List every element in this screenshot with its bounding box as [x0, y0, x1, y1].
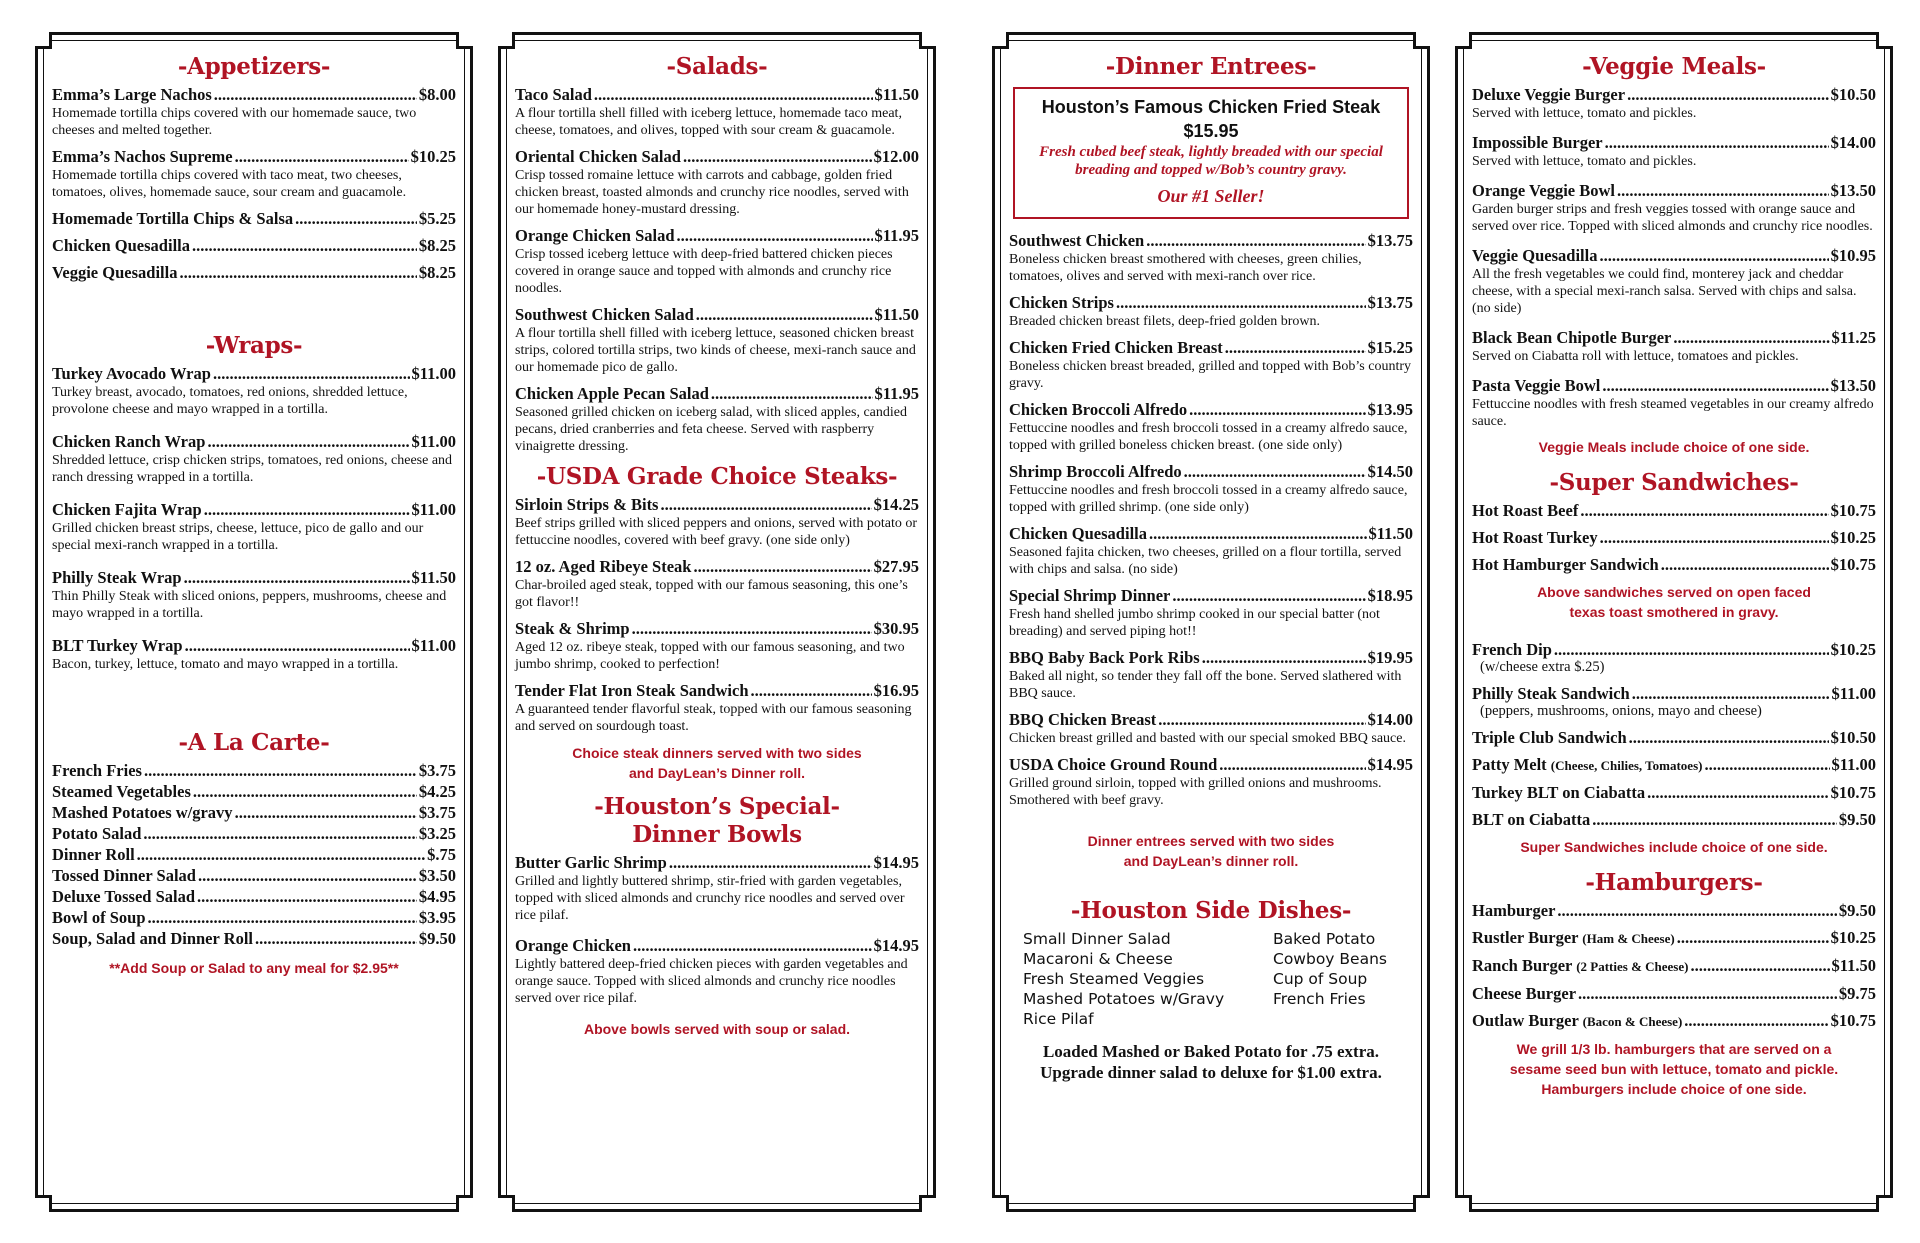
item-description: A guaranteed tender flavorful steak, topped with our famous seasoning and served on sourdough toast. [515, 702, 912, 734]
section-title-steaks: -USDA Grade Choice Steaks- [536, 463, 898, 490]
sandwich-note-line1: Above sandwiches served on open faced [1537, 584, 1811, 600]
item-price: $11.00 [411, 636, 456, 655]
item-price: $11.00 [1831, 684, 1876, 703]
section-title-bowls-line2: Dinner Bowls [632, 821, 802, 848]
item-name: Emma’s Large Nachos [52, 85, 212, 104]
item-price: $10.75 [1830, 501, 1876, 520]
item-name: Ranch Burger [1472, 956, 1573, 975]
item-description: A flour tortilla shell filled with iceberg lettuce, homemade taco meat, cheese, tomatoes, and olives, topped with sour cream & guacamole. [515, 106, 902, 138]
item-price: $10.75 [1830, 555, 1876, 574]
menu-item-cheese-burger [1472, 984, 1876, 1003]
item-description: Homemade tortilla chips covered with our homemade sauce, two cheeses and melted together. [52, 106, 417, 138]
item-description: Served on Ciabatta roll with lettuce, tomatoes and pickles. [1472, 349, 1799, 364]
item-price: $11.95 [874, 226, 919, 245]
menu-item-chicken-strips [1009, 293, 1413, 330]
side-dish-mashed-potatoes-w-gravy: Mashed Potatoes w/Gravy [1023, 990, 1225, 1008]
item-name: Hot Roast Beef [1472, 501, 1579, 520]
menu-item-pasta-veggie-bowl [1472, 376, 1876, 430]
item-description: Crisp tossed romaine lettuce with carrots and cabbage, golden fried chicken breast, toasted almonds and crunchy rice noodles, served with our homemade honey-mustard dressing. [515, 168, 909, 217]
item-description: Beef strips grilled with sliced peppers and onions, served with potato or fettuccine noodles, covered with beef gravy. (one side only) [515, 516, 918, 548]
item-name: Emma’s Nachos Supreme [52, 147, 233, 166]
menu-item-12-oz-aged-ribeye-steak [515, 557, 919, 611]
steak-note-line2: and DayLean’s Dinner roll. [628, 765, 806, 781]
item-description: Char-broiled aged steak, topped with our famous seasoning, this one’s got flavor!! [515, 578, 908, 610]
item-name: Turkey BLT on Ciabatta [1472, 783, 1646, 802]
menu-item-homemade-tortilla-chips-salsa [52, 209, 456, 228]
item-price: $13.95 [1367, 400, 1413, 419]
item-price: $19.95 [1367, 648, 1413, 667]
bowls-list [515, 853, 919, 1007]
item-price: $18.95 [1367, 586, 1413, 605]
wraps-list [52, 364, 456, 673]
menu-item-hot-roast-beef [1472, 501, 1876, 520]
item-price: $12.00 [873, 147, 919, 166]
featured-item-name: Houston’s Famous Chicken Fried Steak [1041, 97, 1381, 117]
item-price: $11.00 [411, 432, 456, 451]
item-description: Breaded chicken breast filets, deep-fried golden brown. [1009, 314, 1320, 329]
item-name: Dinner Roll [52, 845, 135, 864]
side-dish-macaroni-cheese: Macaroni & Cheese [1023, 950, 1173, 968]
item-price: $13.50 [1830, 181, 1876, 200]
menu-item-bowl-of-soup [52, 908, 456, 927]
menu-item-deluxe-veggie-burger [1472, 85, 1876, 122]
burger-note-line2: sesame seed bun with lettuce, tomato and pickle. [1509, 1061, 1839, 1077]
menu-item-french-dip [1472, 640, 1876, 676]
menu-item-veggie-quesadilla [1472, 246, 1876, 317]
item-name: Black Bean Chipotle Burger [1472, 328, 1672, 347]
menu-item-turkey-blt [1472, 783, 1876, 802]
item-name: Chicken Ranch Wrap [52, 432, 206, 451]
item-price: $9.50 [1838, 810, 1876, 829]
item-price: $11.00 [411, 364, 456, 383]
item-name: French Dip [1472, 640, 1552, 659]
item-description: Boneless chicken breast smothered with cheeses, green chilies, tomatoes, olives and served with mexi-ranch over rice. [1009, 252, 1362, 284]
side-dishes-left-column [1023, 929, 1273, 1029]
menu-item-hamburger [1472, 901, 1876, 920]
item-name: Outlaw Burger [1472, 1011, 1579, 1030]
salads-list [515, 85, 919, 455]
menu-item-hot-roast-turkey [1472, 528, 1876, 547]
menu-item-emma-s-nachos-supreme [52, 147, 456, 201]
menu-item-taco-salad [515, 85, 919, 139]
item-price: $10.25 [1830, 928, 1876, 947]
item-description: Seasoned grilled chicken on iceberg salad, with sliced apples, candied pecans, dried cranberries and feta cheese. Served with raspberry vinaigrette dressing. [515, 405, 907, 454]
menu-item-chicken-quesadilla [1009, 524, 1413, 578]
item-price: $5.25 [418, 209, 456, 228]
featured-item-price: $15.95 [1183, 121, 1239, 141]
item-price: $14.95 [1367, 755, 1413, 774]
menu-item-ranch-burger [1472, 956, 1876, 976]
appetizers-list [52, 85, 456, 282]
side-dishes-right-column [1273, 929, 1387, 1029]
sandwich-note-line2: texas toast smothered in gravy. [1569, 604, 1779, 620]
item-description: Fresh hand shelled jumbo shrimp cooked in our special batter (not breading) and served piping hot!! [1009, 607, 1380, 639]
item-price: $27.95 [873, 557, 919, 576]
veggie-meals-list [1472, 85, 1876, 430]
menu-item-shrimp-broccoli-alfredo [1009, 462, 1413, 516]
item-description: Thin Philly Steak with sliced onions, peppers, mushrooms, cheese and mayo wrapped in a tortilla. [52, 589, 447, 621]
item-price: $16.95 [873, 681, 919, 700]
menu-item-triple-club [1472, 728, 1876, 747]
menu-item-orange-veggie-bowl [1472, 181, 1876, 235]
menu-item-french-fries [52, 761, 456, 780]
featured-item-box [1013, 87, 1409, 219]
item-name: Potato Salad [52, 824, 142, 843]
side-extra-deluxe-salad: Upgrade dinner salad to deluxe for $1.00 extra. [1040, 1063, 1382, 1082]
item-name: Chicken Fried Chicken Breast [1009, 338, 1223, 357]
item-price: $4.95 [418, 887, 456, 906]
item-name: Southwest Chicken [1009, 231, 1145, 250]
item-price: $11.50 [411, 568, 456, 587]
item-price: $10.25 [1830, 528, 1876, 547]
item-description: Baked all night, so tender they fall off the bone. Served slathered with BBQ sauce. [1009, 669, 1402, 701]
item-name: Deluxe Tossed Salad [52, 887, 196, 906]
section-title-wraps: -Wraps- [205, 332, 303, 359]
menu-item-bbq-chicken-breast [1009, 710, 1413, 747]
burger-note-line1: We grill 1/3 lb. hamburgers that are served on a [1516, 1041, 1832, 1057]
item-extra: (2 Patties & Cheese) [1576, 959, 1689, 974]
item-name: Chicken Broccoli Alfredo [1009, 400, 1188, 419]
item-name: Veggie Quesadilla [1472, 246, 1598, 265]
item-description: Fettuccine noodles and fresh broccoli tossed in a creamy alfredo sauce, topped with grilled boneless chicken breast. (one side only) [1009, 421, 1408, 453]
menu-item-southwest-chicken-salad [515, 305, 919, 376]
side-dish-cowboy-beans: Cowboy Beans [1273, 950, 1387, 968]
side-dish-french-fries: French Fries [1273, 990, 1366, 1008]
item-price: $8.00 [418, 85, 456, 104]
section-title-dinner-entrees: -Dinner Entrees- [1105, 53, 1317, 80]
menu-item-soup-salad-and-dinner-roll [52, 929, 456, 948]
menu-panel-4 [1455, 32, 1893, 1212]
menu-item-chicken-apple-pecan-salad [515, 384, 919, 455]
menu-item-butter-garlic-shrimp [515, 853, 919, 924]
item-name: Impossible Burger [1472, 133, 1603, 152]
item-price: $11.25 [1831, 328, 1876, 347]
item-name: Chicken Strips [1009, 293, 1114, 312]
item-name: French Fries [52, 761, 142, 780]
item-name: Shrimp Broccoli Alfredo [1009, 462, 1182, 481]
item-name: Orange Chicken Salad [515, 226, 675, 245]
item-description: Shredded lettuce, crisp chicken strips, tomatoes, red onions, cheese and ranch dressing wrapped in a tortilla. [52, 453, 453, 485]
side-dish-cup-of-soup: Cup of Soup [1273, 970, 1368, 988]
featured-item-tagline: Our #1 Seller! [1157, 186, 1265, 206]
item-price: $9.50 [1838, 901, 1876, 920]
item-description: Aged 12 oz. ribeye steak, topped with our famous seasoning, and two jumbo shrimp, cooked to perfection! [515, 640, 905, 672]
menu-item-special-shrimp-dinner [1009, 586, 1413, 640]
menu-panel-3 [992, 32, 1430, 1212]
item-name: Cheese Burger [1472, 984, 1577, 1003]
item-description: Crisp tossed iceberg lettuce with deep-fried battered chicken pieces covered in orange sauce and topped with almonds and crunchy rice noodles. [515, 247, 893, 296]
menu-item-veggie-quesadilla [52, 263, 456, 282]
menu-item-usda-choice-ground-round [1009, 755, 1413, 809]
entrees-list [1009, 231, 1413, 809]
item-name: Chicken Quesadilla [52, 236, 190, 255]
item-price: $10.95 [1830, 246, 1876, 265]
item-price: $11.50 [1831, 956, 1876, 975]
item-name: Orange Chicken [515, 936, 631, 955]
menu-item-emma-s-large-nachos [52, 85, 456, 139]
menu-item-bbq-baby-back-pork-ribs [1009, 648, 1413, 702]
bowls-note: Above bowls served with soup or salad. [583, 1021, 851, 1037]
menu-item-black-bean-chipotle-burger [1472, 328, 1876, 365]
menu-item-orange-chicken [515, 936, 919, 1007]
menu-item-chicken-quesadilla [52, 236, 456, 255]
menu-panel-2 [498, 32, 936, 1212]
menu-item-tossed-dinner-salad [52, 866, 456, 885]
menu-item-impossible-burger [1472, 133, 1876, 170]
item-name: Steamed Vegetables [52, 782, 191, 801]
side-dish-fresh-steamed-veggies: Fresh Steamed Veggies [1023, 970, 1205, 988]
item-price: $14.95 [873, 936, 919, 955]
item-price: $14.00 [1830, 133, 1876, 152]
item-price: $13.50 [1830, 376, 1876, 395]
item-price: $8.25 [418, 263, 456, 282]
item-name: BBQ Chicken Breast [1009, 710, 1157, 729]
item-description: All the fresh vegetables we could find, monterey jack and cheddar cheese, with a special mexi-ranch salsa. Served with chips and salsa. (no side) [1472, 267, 1857, 316]
item-price: $14.00 [1367, 710, 1413, 729]
item-name: Rustler Burger [1472, 928, 1579, 947]
menu-item-steak-shrimp [515, 619, 919, 673]
item-price: $13.75 [1367, 231, 1413, 250]
item-name: Chicken Quesadilla [1009, 524, 1147, 543]
item-price: $9.75 [1838, 984, 1876, 1003]
item-description: Turkey breast, avocado, tomatoes, red onions, shredded lettuce, provolone cheese and mayo wrapped in a tortilla. [52, 385, 408, 417]
item-name: Butter Garlic Shrimp [515, 853, 667, 872]
item-description: Served with lettuce, tomato and pickles. [1472, 106, 1697, 121]
item-description: Homemade tortilla chips covered with taco meat, two cheeses, tomatoes, olives, homemade sauce, sour cream and guacamole. [52, 168, 407, 200]
item-sub-note: (w/cheese extra $.25) [1480, 659, 1605, 675]
menu-item-chicken-ranch-wrap [52, 432, 456, 486]
item-price: $11.95 [874, 384, 919, 403]
menu-item-philly-steak-sandwich [1472, 684, 1876, 720]
item-price: $10.50 [1830, 85, 1876, 104]
item-price: $15.25 [1367, 338, 1413, 357]
item-name: Special Shrimp Dinner [1009, 586, 1171, 605]
menu-item-oriental-chicken-salad [515, 147, 919, 218]
item-extra: (Bacon & Cheese) [1582, 1014, 1683, 1029]
entree-note-line1: Dinner entrees served with two sides [1087, 833, 1335, 849]
menu-item-philly-steak-wrap [52, 568, 456, 622]
item-price: $3.95 [418, 908, 456, 927]
item-description: Grilled chicken breast strips, cheese, lettuce, pico de gallo and our special mexi-ranch wrapped in a tortilla. [52, 521, 424, 553]
menu-item-chicken-fajita-wrap [52, 500, 456, 554]
menu-item-steamed-vegetables [52, 782, 456, 801]
item-price: $11.00 [411, 500, 456, 519]
item-name: Veggie Quesadilla [52, 263, 178, 282]
menu-item-deluxe-tossed-salad [52, 887, 456, 906]
item-description: Served with lettuce, tomato and pickles. [1472, 154, 1697, 169]
section-title-veggie-meals: -Veggie Meals- [1582, 53, 1766, 80]
item-name: Southwest Chicken Salad [515, 305, 694, 324]
item-name: BLT Turkey Wrap [52, 636, 183, 655]
veggie-note: Veggie Meals include choice of one side. [1538, 439, 1810, 455]
menu-panel-1 [35, 32, 473, 1212]
item-price: $3.75 [418, 761, 456, 780]
item-extra: (Cheese, Chilies, Tomatoes) [1550, 758, 1703, 773]
item-name: Chicken Fajita Wrap [52, 500, 202, 519]
item-name: Turkey Avocado Wrap [52, 364, 211, 383]
item-name: Hot Roast Turkey [1472, 528, 1598, 547]
item-name: Triple Club Sandwich [1472, 728, 1627, 747]
steaks-list [515, 495, 919, 735]
a-la-carte-list [52, 761, 456, 948]
menu-item-turkey-avocado-wrap [52, 364, 456, 418]
item-name: USDA Choice Ground Round [1009, 755, 1218, 774]
steak-note-line1: Choice steak dinners served with two sides [572, 745, 862, 761]
item-name: Soup, Salad and Dinner Roll [52, 929, 253, 948]
menu-item-blt [1472, 810, 1876, 829]
item-name: BLT on Ciabatta [1472, 810, 1591, 829]
side-dish-baked-potato: Baked Potato [1273, 930, 1376, 948]
menu-item-blt-turkey-wrap [52, 636, 456, 673]
item-price: $3.50 [418, 866, 456, 885]
item-price: $14.25 [873, 495, 919, 514]
item-description: Seasoned fajita chicken, two cheeses, grilled on a flour tortilla, served with chips and salsa. (no side) [1009, 545, 1402, 577]
item-price: $10.25 [410, 147, 456, 166]
item-name: BBQ Baby Back Pork Ribs [1009, 648, 1200, 667]
open-faced-sandwiches-list [1472, 501, 1876, 574]
item-description: Boneless chicken breast breaded, grilled and topped with Bob’s country gravy. [1009, 359, 1412, 391]
item-price: $.75 [427, 845, 456, 864]
item-price: $10.50 [1830, 728, 1876, 747]
item-description: Bacon, turkey, lettuce, tomato and mayo wrapped in a tortilla. [52, 657, 399, 672]
side-extra-loaded-potato: Loaded Mashed or Baked Potato for .75 extra. [1042, 1042, 1380, 1061]
section-title-hamburgers: -Hamburgers- [1585, 869, 1763, 896]
menu-item-outlaw-burger [1472, 1011, 1876, 1031]
item-price: $8.25 [418, 236, 456, 255]
section-title-super-sandwiches: -Super Sandwiches- [1549, 469, 1799, 496]
item-price: $10.75 [1830, 1011, 1876, 1030]
item-name: Taco Salad [515, 85, 592, 104]
item-price: $3.75 [418, 803, 456, 822]
side-dishes-list [1009, 929, 1413, 1029]
item-price: $9.50 [418, 929, 456, 948]
menu-item-sirloin-strips-bits [515, 495, 919, 549]
side-dish-rice-pilaf: Rice Pilaf [1023, 1010, 1094, 1028]
item-name: Steak & Shrimp [515, 619, 630, 638]
item-description: Chicken breast grilled and basted with our special smoked BBQ sauce. [1009, 731, 1406, 746]
item-name: Tossed Dinner Salad [52, 866, 196, 885]
item-description: Garden burger strips and fresh veggies tossed with orange sauce and served over rice. Topped with sliced almonds and crunchy rice noodles. [1472, 202, 1873, 234]
super-sandwich-note: Super Sandwiches include choice of one side. [1520, 839, 1828, 855]
item-price: $11.00 [1831, 755, 1876, 774]
item-price: $30.95 [873, 619, 919, 638]
item-price: $14.50 [1367, 462, 1413, 481]
item-description: Lightly battered deep-fried chicken pieces with garden vegetables and orange sauce. Topped with sliced almonds and crunchy rice noodles served over rice pilaf. [515, 957, 908, 1006]
menu-item-hot-hamburger-sandwich [1472, 555, 1876, 574]
item-name: Pasta Veggie Bowl [1472, 376, 1601, 395]
item-name: Oriental Chicken Salad [515, 147, 681, 166]
item-name: Deluxe Veggie Burger [1472, 85, 1626, 104]
menu-item-potato-salad [52, 824, 456, 843]
item-price: $11.50 [874, 85, 919, 104]
menu-item-orange-chicken-salad [515, 226, 919, 297]
item-description: Fettuccine noodles and fresh broccoli tossed in a creamy alfredo sauce, topped with grilled shrimp. (one side only) [1009, 483, 1408, 515]
menu-item-mashed-potatoes-w-gravy [52, 803, 456, 822]
item-name: Hot Hamburger Sandwich [1472, 555, 1659, 574]
side-dish-small-dinner-salad: Small Dinner Salad [1023, 930, 1171, 948]
entree-note-line2: and DayLean’s dinner roll. [1123, 853, 1299, 869]
item-name: 12 oz. Aged Ribeye Steak [515, 557, 692, 576]
item-name: Philly Steak Sandwich [1472, 684, 1630, 703]
item-name: Homemade Tortilla Chips & Salsa [52, 209, 294, 228]
section-title-bowls-line1: -Houston’s Special- [594, 793, 840, 820]
item-description: A flour tortilla shell filled with iceberg lettuce, seasoned chicken breast strips, colored tortilla strips, two kinds of cheese, mexi-ranch sauce and our homemade pico de gallo. [515, 326, 916, 375]
menu-item-chicken-broccoli-alfredo [1009, 400, 1413, 454]
item-name: Chicken Apple Pecan Salad [515, 384, 709, 403]
item-price: $13.75 [1367, 293, 1413, 312]
item-price: $14.95 [873, 853, 919, 872]
item-price: $10.75 [1830, 783, 1876, 802]
item-name: Orange Veggie Bowl [1472, 181, 1615, 200]
item-description: Fettuccine noodles with fresh steamed vegetables in our creamy alfredo sauce. [1472, 397, 1874, 429]
menu-item-tender-flat-iron-steak-sandwich [515, 681, 919, 735]
item-description: Grilled ground sirloin, topped with grilled onions and mushrooms. Smothered with beef gravy. [1009, 776, 1382, 808]
menu-item-dinner-roll [52, 845, 456, 864]
section-title-salads: -Salads- [666, 53, 768, 80]
item-name: Sirloin Strips & Bits [515, 495, 659, 514]
item-name: Hamburger [1472, 901, 1556, 920]
item-description: Grilled and lightly buttered shrimp, stir-fried with garden vegetables, topped with sliced almonds and crunchy rice noodles and served over rice pilaf. [515, 874, 905, 923]
burger-note-line3: Hamburgers include choice of one side. [1541, 1081, 1807, 1097]
section-title-appetizers: -Appetizers- [177, 53, 331, 80]
item-price: $10.25 [1830, 640, 1876, 659]
featured-item-description: Fresh cubed beef steak, lightly breaded with our special breading and topped w/Bob’s country gravy. [1039, 144, 1383, 178]
section-title-side-dishes: -Houston Side Dishes- [1070, 897, 1352, 924]
item-name: Patty Melt [1472, 755, 1547, 774]
item-price: $11.50 [874, 305, 919, 324]
item-sub-note: (peppers, mushrooms, onions, mayo and cheese) [1480, 703, 1762, 719]
item-name: Bowl of Soup [52, 908, 146, 927]
add-soup-note: **Add Soup or Salad to any meal for $2.95** [109, 960, 399, 976]
item-price: $4.25 [418, 782, 456, 801]
menu-item-chicken-fried-chicken-breast [1009, 338, 1413, 392]
item-name: Philly Steak Wrap [52, 568, 182, 587]
menu-item-rustler-burger [1472, 928, 1876, 948]
menu-item-patty-melt [1472, 755, 1876, 775]
item-name: Tender Flat Iron Steak Sandwich [515, 681, 749, 700]
section-title-a-la-carte: -A La Carte- [178, 729, 330, 756]
item-price: $3.25 [418, 824, 456, 843]
item-extra: (Ham & Cheese) [1582, 931, 1675, 946]
side-extras [1009, 1041, 1413, 1083]
item-name: Mashed Potatoes w/gravy [52, 803, 233, 822]
menu-item-southwest-chicken [1009, 231, 1413, 285]
item-price: $11.50 [1368, 524, 1413, 543]
